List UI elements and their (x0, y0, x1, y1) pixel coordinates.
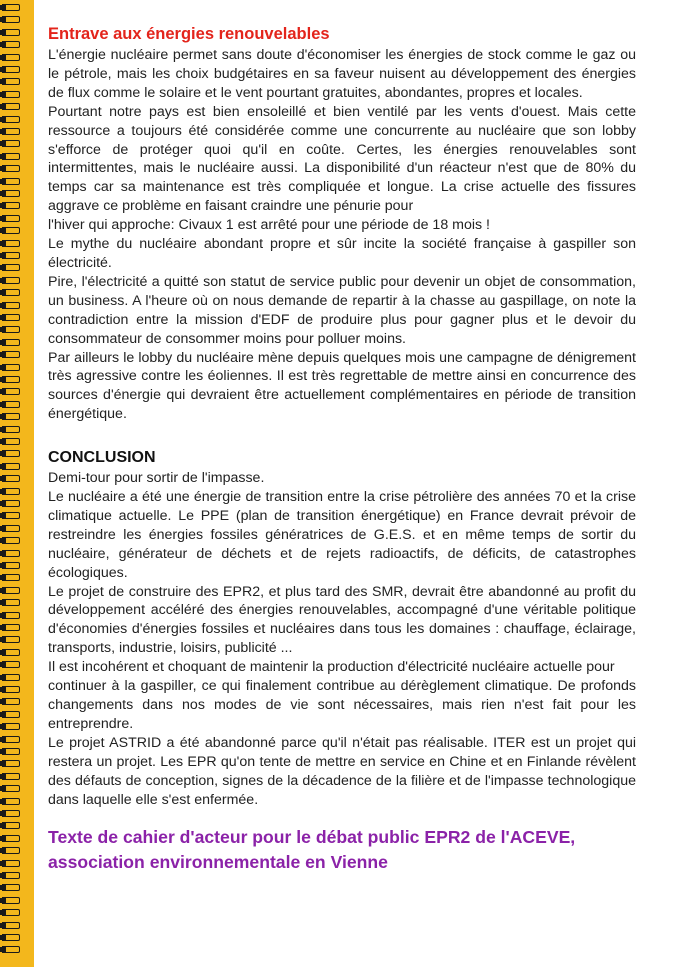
binding-ring (0, 512, 24, 521)
binding-ring (0, 574, 24, 583)
section-heading-conclusion: CONCLUSION (48, 449, 156, 467)
binding-ring (0, 835, 24, 844)
binding-ring (0, 884, 24, 893)
binding-ring (0, 364, 24, 373)
paragraph: continuer à la gaspiller, ce qui finalement contribue au dérèglement climatique. De profonds changements dans nos modes de vie sont nécessaires, mais rien n'est fait pour les entreprendre. (48, 678, 636, 732)
binding-ring (0, 91, 24, 100)
binding-ring (0, 475, 24, 484)
binding-ring (0, 16, 24, 25)
binding-ring (0, 760, 24, 769)
binding-ring (0, 636, 24, 645)
binding-ring (0, 872, 24, 881)
binding-ring (0, 202, 24, 211)
binding-ring (0, 934, 24, 943)
binding-ring (0, 4, 24, 13)
binding-ring (0, 860, 24, 869)
binding-ring (0, 29, 24, 38)
binding-ring (0, 847, 24, 856)
binding-ring (0, 302, 24, 311)
binding-ring (0, 128, 24, 137)
binding-ring (0, 525, 24, 534)
spiral-binding-rings (0, 4, 34, 967)
binding-ring (0, 227, 24, 236)
paragraph: Le projet de construire des EPR2, et plus tard des SMR, devrait être abandonné au profit du développement accéléré des énergies renouvelables, accompagné d'une véritable politique d'économies d'énergies fossiles et nucléaires dans tous les domaines : chauffage, éclairage, transports, industrie, loisirs, publicité ... (48, 583, 636, 657)
binding-ring (0, 587, 24, 596)
paragraph: Le projet ASTRID a été abandonné parce qu'il n'était pas réalisable. ITER est un projet qui restera un projet. Les EPR qu'on tente de mettre en service en Chine et en Finlande révèlent des défauts de conception, signes de la décadence de la filière et de l'impasse technologique dans laquelle elle s'est enfermée. (48, 734, 636, 808)
binding-ring (0, 748, 24, 757)
binding-ring (0, 401, 24, 410)
binding-ring (0, 686, 24, 695)
binding-ring (0, 946, 24, 955)
binding-ring (0, 153, 24, 162)
binding-ring (0, 463, 24, 472)
binding-ring (0, 438, 24, 447)
binding-ring (0, 314, 24, 323)
paragraph: Le nucléaire a été une énergie de transition entre la crise pétrolière des années 70 et la crise climatique actuelle. Le PPE (plan de transition énergétique) en France devrait prévoir de restreindre les énergies fossiles génératrices de G.E.S. et en même temps de sortir du nucléaire, générateur de déchets et de rejets radioactifs, de déficits, de catastrophes écologiques. (48, 489, 636, 581)
binding-ring (0, 264, 24, 273)
binding-ring (0, 66, 24, 75)
paragraph: L'énergie nucléaire permet sans doute d'économiser les énergies de stock comme le gaz ou le pétrole, mais les choix budgétaires en sa faveur nuisent au développement des énergies de flux comme le solaire et le vent pourtant gratuites, abondantes, propres et locales. (48, 47, 636, 101)
binding-ring (0, 674, 24, 683)
binding-ring (0, 376, 24, 385)
binding-ring (0, 450, 24, 459)
binding-ring (0, 810, 24, 819)
binding-ring (0, 165, 24, 174)
binding-ring (0, 500, 24, 509)
binding-ring (0, 550, 24, 559)
binding-ring (0, 798, 24, 807)
binding-ring (0, 116, 24, 125)
paragraph: Le mythe du nucléaire abondant propre et sûr incite la société française à gaspiller son électricité. (48, 236, 636, 271)
binding-ring (0, 326, 24, 335)
binding-ring (0, 562, 24, 571)
binding-ring (0, 723, 24, 732)
binding-ring (0, 785, 24, 794)
binding-ring (0, 178, 24, 187)
paragraph: Il est incohérent et choquant de maintenir la production d'électricité nucléaire actuelle pour (48, 659, 615, 676)
binding-ring (0, 41, 24, 50)
footer-title: Texte de cahier d'acteur pour le débat public EPR2 de l'ACEVE, association environnementale en Vienne (48, 827, 576, 873)
binding-ring (0, 736, 24, 745)
paragraph: Pourtant notre pays est bien ensoleillé et bien ventilé par les vents d'ouest. Mais cette ressource a toujours été considérée comme une concurrente au nucléaire que son lobby s'efforce de protéger quoi qu'il en coûte. Certes, les énergies renouvelables sont intermittentes, mais le nucléaire aussi. La disponibilité d'un réacteur n'est que de 80% du temps car sa maintenance est très compliquée et longue. La crise actuelle des fissures aggrave ce problème en faisant craindre une pénurie pour (48, 103, 636, 215)
binding-ring (0, 698, 24, 707)
binding-ring (0, 103, 24, 112)
binding-ring (0, 909, 24, 918)
binding-ring (0, 612, 24, 621)
binding-ring (0, 922, 24, 931)
section-heading-renewables: Entrave aux énergies renouvelables (48, 25, 330, 43)
binding-ring (0, 599, 24, 608)
binding-ring (0, 54, 24, 63)
binding-ring (0, 140, 24, 149)
binding-ring (0, 773, 24, 782)
binding-ring (0, 289, 24, 298)
binding-ring (0, 215, 24, 224)
binding-ring (0, 351, 24, 360)
paragraph: l'hiver qui approche: Civaux 1 est arrêté pour une période de 18 mois ! (48, 217, 490, 234)
binding-ring (0, 190, 24, 199)
binding-ring (0, 339, 24, 348)
paragraph: Demi-tour pour sortir de l'impasse. (48, 470, 265, 487)
binding-ring (0, 240, 24, 249)
spiral-binding-strip (0, 0, 34, 967)
binding-ring (0, 277, 24, 286)
binding-ring (0, 388, 24, 397)
binding-ring (0, 426, 24, 435)
binding-ring (0, 78, 24, 87)
paragraph: Pire, l'électricité a quitté son statut de service public pour devenir un objet de consommation, un business. A l'heure où on nous demande de repartir à la chasse au gaspillage, on note la contradiction entre la mission d'EDF de produire plus pour gagner plus et le devoir du consommateur de consommer moins pour polluer moins. (48, 273, 636, 347)
binding-ring (0, 488, 24, 497)
binding-ring (0, 661, 24, 670)
paragraph: Par ailleurs le lobby du nucléaire mène depuis quelques mois une campagne de dénigrement très agressive contre les éoliennes. Il est très regrettable de mettre ainsi en concurrence des sources d'énergie qui devraient être actuellement complémentaires en période de transition énergétique. (48, 349, 636, 423)
binding-ring (0, 624, 24, 633)
document-body (48, 24, 636, 875)
binding-ring (0, 413, 24, 422)
binding-ring (0, 649, 24, 658)
binding-ring (0, 711, 24, 720)
binding-ring (0, 537, 24, 546)
binding-ring (0, 897, 24, 906)
binding-ring (0, 252, 24, 261)
binding-ring (0, 822, 24, 831)
